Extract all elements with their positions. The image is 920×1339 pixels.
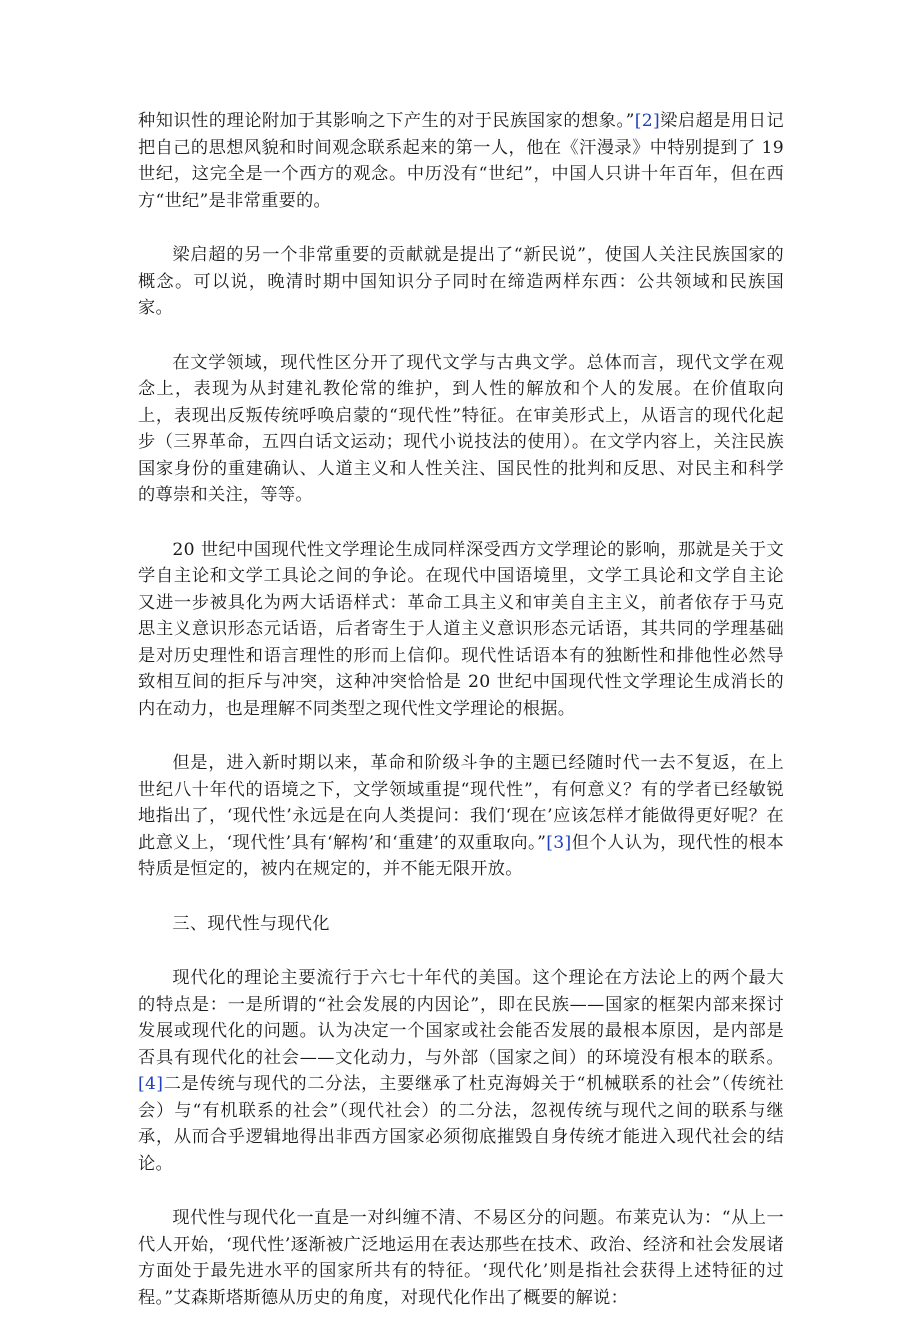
paragraph-7: 现代性与现代化一直是一对纠缠不清、不易区分的问题。布莱克认为：“从上一代人开始，‘现代性’逐渐被广泛地运用在表达那些在技术、政治、经济和社会发展诸方面处于最先进水平的国家所共有的特征。‘现代化’则是指社会获得上述特征的过程。”艾森斯塔斯德从历史的角度，对现代化作出了概要的解说： — [138, 1208, 784, 1308]
section-heading: 三、现代性与现代化 — [172, 913, 330, 934]
paragraph-3: 在文学领域，现代性区分开了现代文学与古典文学。总体而言，现代文学在观念上，表现为从封建礼教伦常的维护，到人性的解放和个人的发展。在价值取向上，表现出反叛传统呼唤启蒙的“现代性”特征。在审美形式上，从语言的现代化起步（三界革命，五四白话文运动；现代小说技法的使用）。在文学内容上，关注民族国家身份的重建确认、人道主义和人性关注、国民性的批判和反思、对民主和科学的尊崇和关注，等等。 — [138, 352, 784, 505]
paragraph-1-text-a: 种知识性的理论附加于其影响之下产生的对于民族国家的想象。” — [138, 111, 635, 131]
footnote-link-3[interactable]: [3] — [546, 832, 572, 853]
paragraph-5-text-b: 但个人认为，现代性的根本特质是恒定的，被内在规定的，并不能无限开放。 — [138, 832, 784, 879]
footnote-link-4[interactable]: [4] — [138, 1074, 164, 1094]
paragraph-1 — [138, 108, 784, 214]
paragraph-6 — [138, 965, 784, 1177]
paragraph-2: 梁启超的另一个非常重要的贡献就是提出了“新民说”，使国人关注民族国家的概念。可以说，晚清时期中国知识分子同时在缔造两样东西：公共领域和民族国家。 — [138, 245, 784, 318]
paragraph-5 — [138, 750, 784, 883]
paragraph-1-text-b: 梁启超是用日记把自己的思想风貌和时间观念联系起来的第一人，他在《汗漫录》中特别提到了 19 世纪，这完全是一个西方的观念。中历没有“世纪”，中国人只讲十年百年，但在西方“世纪”是非常重要的。 — [138, 111, 785, 211]
paragraph-6-text-b: 二是传统与现代的二分法，主要继承了杜克海姆关于“机械联系的社会”（传统社会）与“有机联系的社会”（现代社会）的二分法，忽视传统与现代之间的联系与继承，从而合乎逻辑地得出非西方国家必须彻底摧毁自身传统才能进入现代社会的结论。 — [138, 1074, 784, 1174]
paragraph-6-text-a: 现代化的理论主要流行于六七十年代的美国。这个理论在方法论上的两个最大的特点是：一是所谓的“社会发展的内因论”，即在民族——国家的框架内部来探讨发展或现代化的问题。认为决定一个国家或社会能否发展的最根本原因，是内部是否具有现代化的社会——文化动力，与外部（国家之间）的环境没有根本的联系。 — [138, 968, 784, 1068]
paragraph-5-text-a: 但是，进入新时期以来，革命和阶级斗争的主题已经随时代一去不复返，在上世纪八十年代的语境之下，文学领域重提“现代性”，有何意义？有的学者已经敏锐地指出了，‘现代性’永远是在向人类提问：我们‘现在’应该怎样才能做得更好呢？在此意义上，‘现代性’具有‘解构’和‘重建’的双重取向。” — [138, 753, 784, 853]
paragraph-4: 20 世纪中国现代性文学理论生成同样深受西方文学理论的影响，那就是关于文学自主论和文学工具论之间的争论。在现代中国语境里，文学工具论和文学自主论又进一步被具化为两大话语样式：革命工具主义和审美自主主义，前者依存于马克思主义意识形态元话语，后者寄生于人道主义意识形态元话语，其共同的学理基础是对历史理性和语言理性的形而上信仰。现代性话语本有的独断性和排他性必然导致相互间的拒斥与冲突，这种冲突恰恰是 20 世纪中国现代性文学理论生成消长的内在动力，也是理解不同类型之现代性文学理论的根据。 — [138, 539, 784, 719]
document-page — [138, 108, 784, 1339]
footnote-link-2[interactable]: [2] — [634, 111, 660, 131]
